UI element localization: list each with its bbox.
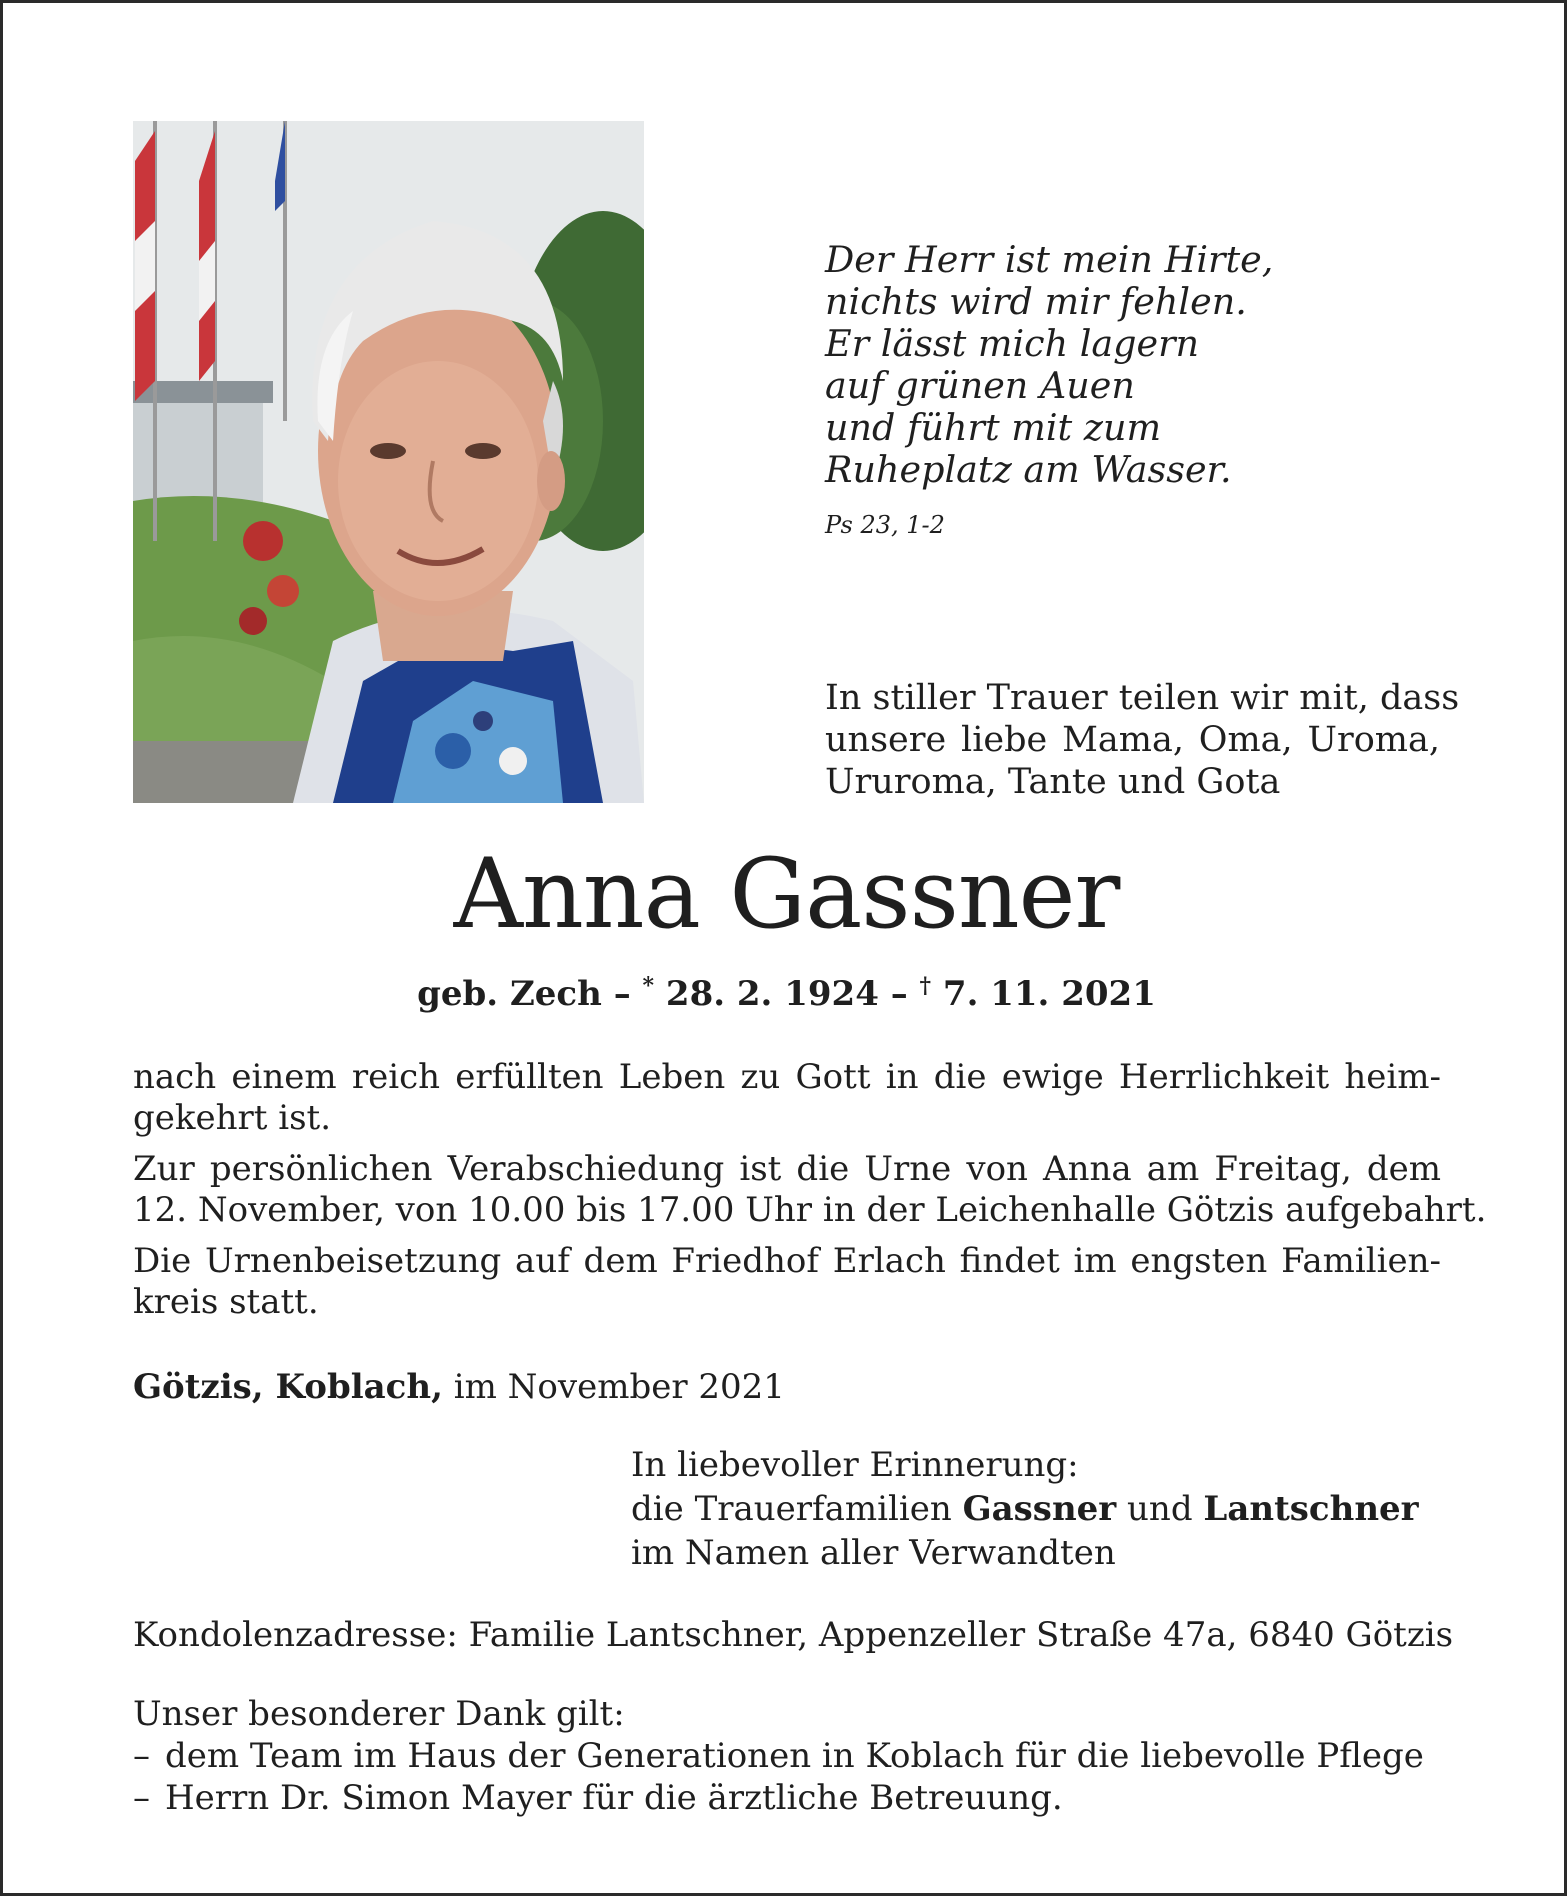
psalm-line: Er lässt mich lagern: [825, 322, 1200, 365]
family-name: Gassner: [962, 1489, 1117, 1529]
memory-prefix: die Trauerfamilien: [631, 1489, 963, 1529]
family-name: Lantschner: [1203, 1489, 1419, 1529]
deceased-name: Anna Gassner: [453, 838, 1120, 950]
memory-conjunction: und: [1116, 1489, 1204, 1529]
memory-line: In liebevoller Erinnerung:: [631, 1445, 1079, 1485]
body-line: gekehrt ist.: [133, 1098, 332, 1138]
thanks-item-text: dem Team im Haus der Generationen in Koblach für die liebevolle Pflege: [165, 1736, 1424, 1776]
body-line: kreis statt.: [133, 1282, 319, 1322]
intro-line: unsere liebe Mama, Oma, Uroma,: [825, 720, 1440, 760]
place-date: im November 2021: [442, 1367, 785, 1407]
thanks-item-text: Herrn Dr. Simon Mayer für die ärztliche Betreuung.: [165, 1778, 1063, 1818]
condolence-address: Kondolenzadresse: Familie Lantschner, Appenzeller Straße 47a, 6840 Götzis: [133, 1615, 1454, 1655]
psalm-line: auf grünen Auen: [825, 364, 1135, 407]
memory-families: [631, 1487, 1419, 1531]
body-line: Die Urnenbeisetzung auf dem Friedhof Erlach findet im engsten Familien-: [133, 1241, 1441, 1281]
death-date: 7. 11. 2021: [942, 974, 1156, 1014]
dash-separator: –: [613, 974, 631, 1014]
death-cross-icon: †: [919, 973, 932, 999]
thanks-heading: Unser besonderer Dank gilt:: [133, 1694, 625, 1734]
body-paragraph: [133, 1149, 1487, 1231]
birth-star-icon: *: [642, 973, 655, 999]
body-line: 12. November, von 10.00 bis 17.00 Uhr in der Leichenhalle Götzis aufgebahrt.: [133, 1190, 1487, 1230]
place-names: Götzis, Koblach,: [133, 1367, 443, 1407]
body-paragraph: [133, 1241, 1441, 1323]
dash-bullet: –: [133, 1778, 150, 1818]
thanks-item: [133, 1735, 1424, 1777]
intro-line: Ururoma, Tante und Gota: [825, 762, 1281, 802]
psalm-line: Ruheplatz am Wasser.: [825, 448, 1232, 491]
portrait-photo: [133, 121, 644, 803]
birth-date: 28. 2. 1924: [665, 974, 879, 1014]
dash-bullet: –: [133, 1736, 150, 1776]
psalm-reference: Ps 23, 1-2: [825, 511, 945, 539]
intro-line: In stiller Trauer teilen wir mit, dass: [825, 678, 1460, 718]
body-line: nach einem reich erfüllten Leben zu Gott in die ewige Herrlichkeit heim-: [133, 1057, 1441, 1097]
announcement-intro: [825, 677, 1460, 803]
life-dates: [3, 973, 1567, 1014]
psalm-line: und führt mit zum: [825, 406, 1162, 449]
psalm-line: nichts wird mir fehlen.: [825, 280, 1247, 323]
thanks-section: [133, 1693, 1424, 1819]
obituary-body: [133, 1057, 1487, 1333]
memory-line: im Namen aller Verwandten: [631, 1533, 1116, 1573]
psalm-line: Der Herr ist mein Hirte,: [825, 238, 1274, 281]
psalm-quote: [825, 239, 1385, 491]
dash-separator: –: [890, 974, 908, 1014]
thanks-item: [133, 1777, 1424, 1819]
place-and-date: [133, 1367, 785, 1407]
memorial-signature: [631, 1443, 1419, 1575]
born-name: geb. Zech: [417, 974, 602, 1014]
body-paragraph: [133, 1057, 1441, 1139]
body-line: Zur persönlichen Verabschiedung ist die Urne von Anna am Freitag, dem: [133, 1149, 1441, 1189]
